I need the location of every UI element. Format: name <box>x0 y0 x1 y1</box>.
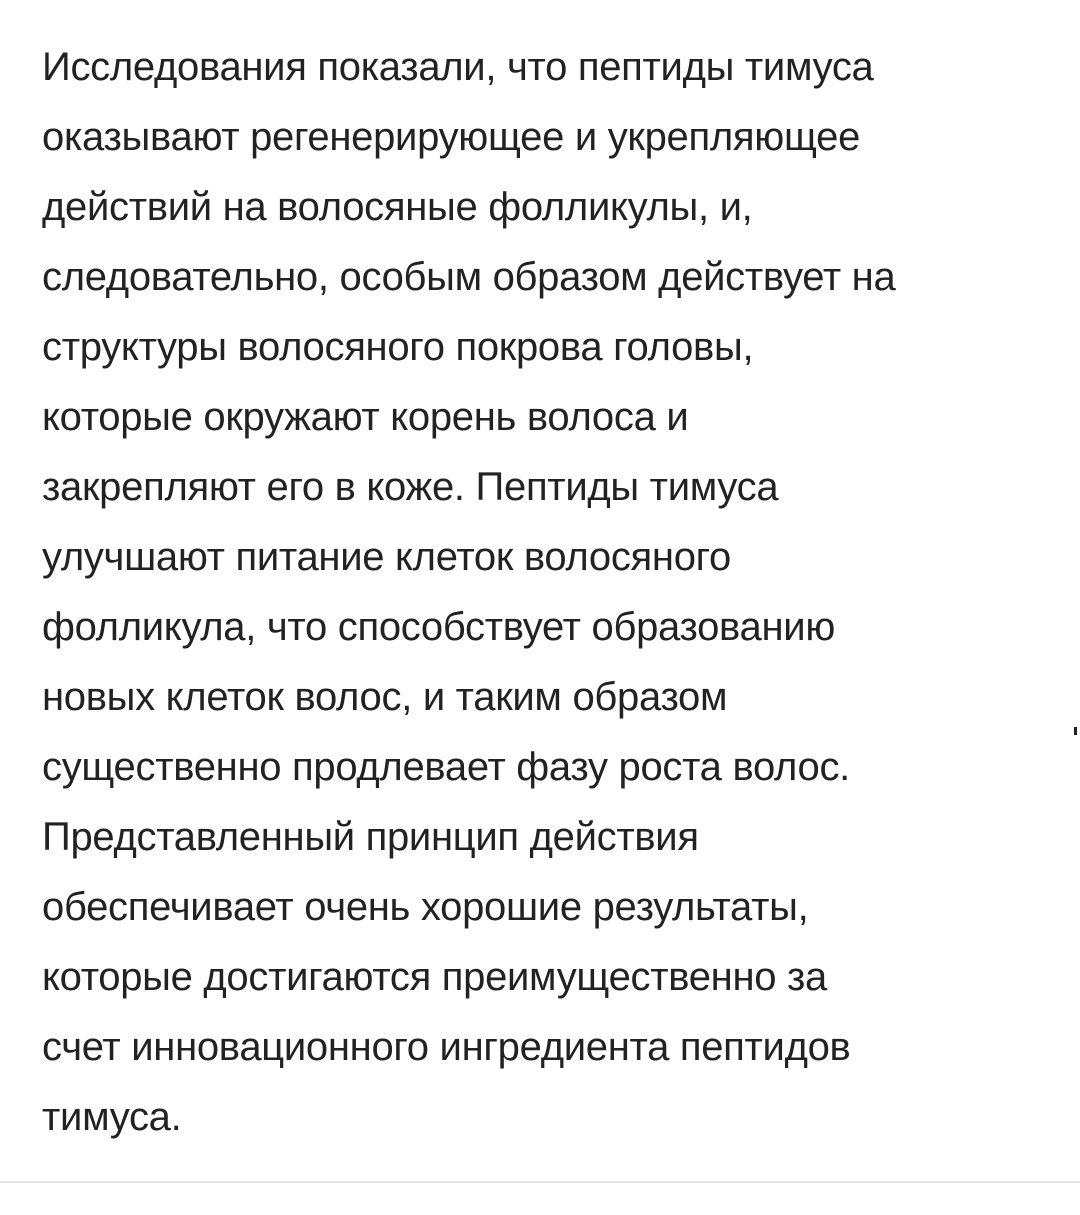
article-text <box>42 32 1042 1152</box>
text-line: фолликула, что способствует образованию <box>42 605 836 649</box>
text-line: структуры волосяного покрова головы, <box>42 325 754 369</box>
text-line: оказывают регенерирующее и укрепляющее <box>42 115 861 159</box>
text-line: существенно продлевает фазу роста волос. <box>42 745 850 789</box>
text-line: новых клеток волос, и таким образом <box>42 675 728 719</box>
text-line: закрепляют его в коже. Пептиды тимуса <box>42 465 779 509</box>
text-line: Исследования показали, что пептиды тимуса <box>42 45 874 89</box>
text-line: действий на волосяные фолликулы, и, <box>42 185 753 229</box>
text-line: улучшают питание клеток волосяного <box>42 535 731 579</box>
text-line: обеспечивает очень хорошие результаты, <box>42 885 809 929</box>
text-line: Представленный принцип действия <box>42 815 699 859</box>
text-line: тимуса. <box>42 1095 182 1139</box>
bottom-divider <box>0 1181 1080 1183</box>
text-line: которые окружают корень волоса и <box>42 395 689 439</box>
text-line: счет инновационного ингредиента пептидов <box>42 1025 851 1069</box>
scroll-indicator <box>1074 727 1077 735</box>
text-line: следовательно, особым образом действует на <box>42 255 896 299</box>
text-line: которые достигаются преимущественно за <box>42 955 828 999</box>
